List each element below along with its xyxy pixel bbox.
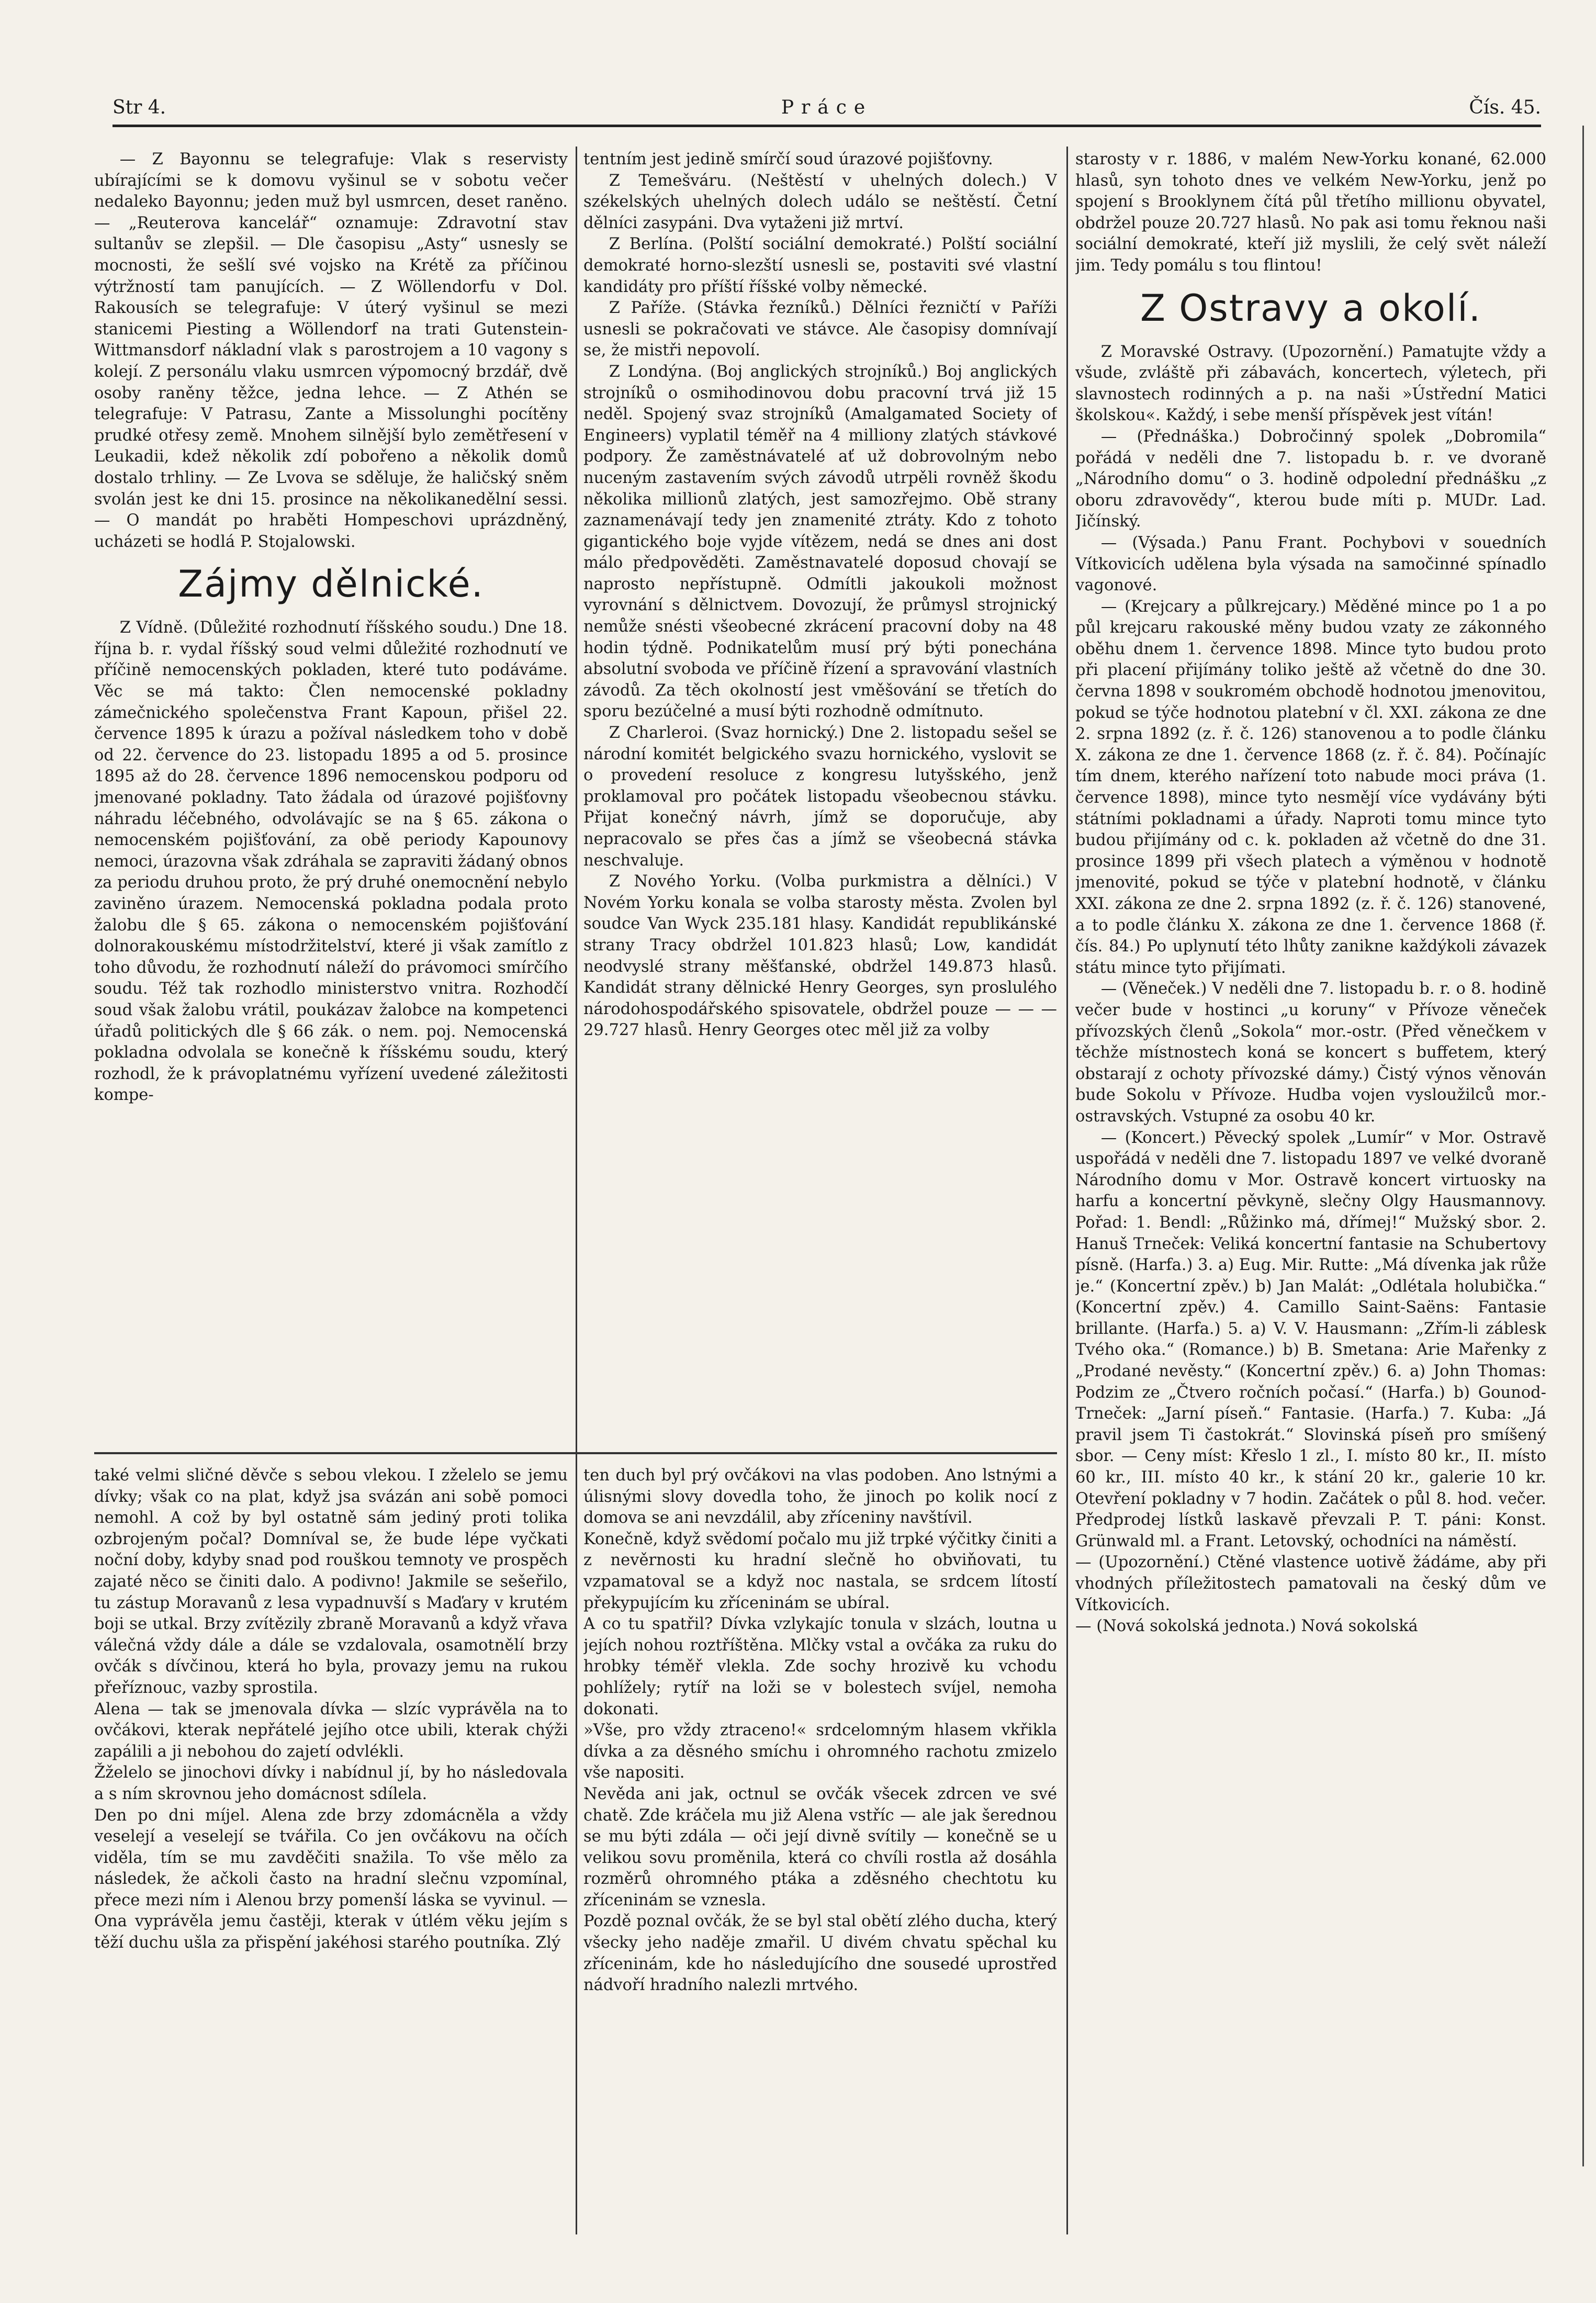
column-divider-2	[1066, 147, 1068, 2234]
article-charleroi: Z Charleroi. (Svaz hornický.) Dne 2. listopadu sešel se národní komitét belgického svazu hornického, vyslovit se o provedení resoluce z kongresu lutyšského, jenž proklamoval pro počátek listopadu všeobecnou stávku. Přijat konečný návrh, jímž se doporučuje, aby nepracovalo se přes čas a jímž se všeobecná stávka neschvaluje.	[583, 724, 1057, 870]
section-heading-zajmy: Zájmy dělnické.	[178, 563, 484, 606]
article-berlin: Z Berlína. (Polští sociální demokraté.) Polští sociální demokraté horno-slezští usnesli se, postaviti své vlastní kandidáty pro příští říšské volby německé.	[583, 235, 1057, 296]
article-pariz: Z Paříže. (Stávka řezníků.) Dělníci řezničtí v Paříži usnesli se pokračovati ve stávce. Ale časopisy domnívají se, že mistři nepovolí.	[583, 299, 1057, 360]
article-londyn: Z Londýna. (Boj anglických strojníků.) Boj anglických strojníků o osmihodinovou dobu pracovní trvá již 15 neděl. Spojený svaz strojníků (Amalgamated Society of Engineers) vyplatil téměř na 4 milliony zlatých stávkové podpory. Že zaměstnávatelé ať už dobrovolným nebo nuceným zastavením svých závodů utrpěli rovněž škodu několika millionů zlatých, jest samozřejmo. Obě strany zaznamenávají tedy jen znamenité ztráty. Kdo z tohoto gigantického boje vyjde vítězem, nedá se dnes ani dost málo předpověděti. Zaměstnavatelé doposud chovají se naprosto nepřístupně. Odmítli jakoukoli možnost vyrovnání s dělnictvem. Dovozují, že průmysl strojnický nemůže snésti všeobecné zkrácení pracovní doby na 48 hodin týdně. Podnikatelům musí prý býti ponechána absolutní svoboda ve příčině řízení a spravování vlastních závodů. Za těch okolností jest vměšování se třetích do sporu bezúčelné a musí býti rozhodně odmítnuto.	[583, 362, 1057, 721]
article-vidne: Z Vídně. (Důležité rozhodnutí říšského soudu.) Dne 18. října b. r. vydal říšský soud velmi důležité rozhodnutí ve příčině nemocenských pokladen, které tuto podáváme. Věc se má takto: Člen nemocenské pokladny zámečnického společenstva Frant Kapoun, přišel 22. července 1895 k úrazu a požíval následkem toho v době od 22. července do 23. listopadu 1895 a od 5. prosince 1895 až do 28. července 1896 nemocenskou podporu od jmenované pokladny. Tato žádala od úrazové pojišťovny náhradu léčebného, odvolávajíc se na § 65. zákona o nemocenském pojišťování, za obě periody Kapounovy nemoci, úrazovna však zdráhala se zapraviti žádaný obnos za periodu druhou proto, že prý druhé onemocnění nebylo zaviněno úrazem. Nemocenská pokladna podala proto žalobu dle § 65. zákona o nemocenském pojišťování dolnorakouskému místodržitelství, které ji však zamítlo z toho důvodu, že rozhodnutí náleží do právomoci smírčího soudu. Též tak rozhodlo ministerstvo vnitra. Rozhodčí soud však žalobu vrátil, poukázav žalobce na kompetenci úřadů politických dle § 66 zák. o nem. poj. Nemocenská pokladna odvolala se konečně k říšskému soudu, který rozhodl, že k právoplatnému vyřízení uvedené záležitosti kompe-	[94, 619, 568, 1105]
feuilleton-separator	[94, 1452, 1057, 1454]
article-continuation: tentním jest jedině smírčí soud úrazové pojišťovny.	[583, 150, 993, 168]
article-vysada: — (Výsada.) Panu Frant. Pochybovi v souedních Vítkovicích udělena byla výsada na samočinné spínadlo vagonové.	[1075, 533, 1546, 595]
column-2-bottom: ten duch byl prý ovčákovi na vlas podoben. Ano lstnými a úlisnými slovy dovedla toho, že jinoch po kolik nocí z domova se ani nevzdálil, aby zříceniny navštívil. Konečně, když svědomí počalo mu již trpké výčitky činiti a z nevěrnosti ku hradní slečně ho obviňovati, tu vzpamatoval se a když noc nastala, se srdcem lítostí překypujícím ku zříceninám se ubíral. A co tu spatřil? Dívka vzlykajíc tonula v slzách, loutna u jejích nohou roztříštěna. Mlčky vstal a ovčáka za ruku do hrobky téměř vlekla. Zde sochy hrozivě ku vchodu pohlížely; rytíř na loži se v bolestech svíjel, nemoha dokonati. »Vše, pro vždy ztraceno!« srdcelomným hlasem vkřikla dívka a za děsného smíchu i ohromného rachotu zmizelo vše napositi. Nevěda ani jak, octnul se ovčák všecek zdrcen ve své chatě. Zde kráčela mu již Alena vstříc — ale jak šerednou se mu býti zdála — oči její divně svítily — konečně se u velikou sovu proměnila, která co chvíli rostla až dosáhla rozměrů ohromného ptáka a zděsného chechtotu ku zříceninám se vznesla. Pozdě poznal ovčák, že se byl stal obětí zlého ducha, který všecky jeho naděje zmařil. U divém chvatu spěchal ku zříceninám, kde ho následujícího dne sousedé uprostřed nádvoří hradního nalezli mrtvého.	[583, 1466, 1057, 1995]
column-1-top	[94, 149, 568, 1442]
header-rule	[113, 125, 1541, 127]
adjacent-page-edge	[1575, 126, 1596, 2166]
column-2-top	[583, 149, 1057, 1442]
article-prednaska: — (Přednáška.) Dobročinný spolek „Dobromila“ pořádá v neděli dne 7. listopadu b. r. ve dvoraně „Národního domu“ o 3. hodině odpolední přednášku „z oboru zdravovědy“, kterou bude míti p. MUDr. Lad. Jičínský.	[1075, 427, 1546, 531]
article-koncert: — (Koncert.) Pěvecký spolek „Lumír“ v Mor. Ostravě uspořádá v neděli dne 7. listopadu 1897 ve velké dvoraně Národního domu v Mor. Ostravě koncert virtuosky na harfu a koncertní pěvkyně, slečny Olgy Hausmannovy. Pořad: 1. Bendl: „Růžinko má, dřímej!“ Mužský sbor. 2. Hanuš Trneček: Veliká koncertní fantasie na Schubertovy písně. (Harfa.) 3. a) Eug. Mir. Rutte: „Má dívenka jak růže je.“ (Koncertní zpěv.) b) Jan Malát: „Odlétala holubička.“ (Koncertní zpěv.) 4. Camillo Saint-Saëns: Fantasie brillante. (Harfa.) 5. a) V. V. Hausmann: „Zřím-li záblesk Tvého oka.“ (Romance.) b) B. Smetana: Arie Mařenky z „Prodané nevěsty.“ (Koncertní zpěv.) 6. a) John Thomas: Podzim ze „Čtvero ročních počasí.“ (Harfa.) b) Gounod-Trneček: „Jarní píseň.“ Fantasie. (Harfa.) 7. Kuba: „Já pravil jsem Ti častokrát.“ Slovinská píseň pro smíšený sbor. — Ceny míst: Křeslo 1 zl., I. místo 80 kr., II. místo 60 kr., III. místo 40 kr., k stání 20 kr., galerie 10 kr. Otevření pokladny v 7 hodin. Začátek o půl 8. hod. večer. Předprodej lístků laskavě převzali P. T. páni: Konst. Grünwald ml. a Frant. Letovský, ochodníci na náměstí. — (Upozornění.) Ctěné vlastence uotivě žádáme, aby při vhodných příležitostech pamatovali na český dům ve Vítkovicích. — (Nová sokolská jednota.) Nová sokolská	[1075, 1128, 1546, 1636]
article-newyork: Z Nového Yorku. (Volba purkmistra a dělníci.) V Novém Yorku konala se volba starosty města. Zvolen byl soudce Van Wyck 235.181 hlasy. Kandidát republikánské strany Tracy obdržel 101.823 hlasů; Low, kandidát neodvyslé strany měšťanské, obdržel 149.873 hlasů. Kandidát strany dělnické Henry Georges, syn proslulého národohospodářského spisovatele, obdržel pouze — — — 29.727 hlasů. Henry Georges otec měl již za volby	[583, 872, 1057, 1040]
article-krejcary: — (Krejcary a půlkrejcary.) Měděné mince po 1 a po půl krejcaru rakouské měny budou vzaty ze zákonného oběhu dnem 1. července 1898. Mince tyto budou proto při placení přijímány toliko ještě až včetně do dne 30. června 1898 v soukromém obchodě hodnotou jmenovitou, pokud se týče hodnotou platební v čl. XXI. zákona ze dne 2. srpna 1892 (z. ř. č. 126) stanovenou a to podle článku X. zákona ze dne 1. července 1868 (z. ř. č. 84). Počínajíc tím dnem, kterého nařízení toto nabude moci práva (1. července 1898), mince tyto nesmějí více vydávány býti státními pokladnami a úřady. Naproti tomu mince tyto budou přijímány od c. k. pokladen až včetně do dne 31. prosince 1899 při všech platech a výměnou v hodnotě jmenovité, pokud se týče v platební hodnotě, v článku XXI. zákona ze dne 2. srpna 1892 (z. ř. č. 126) stanovené, a to podle článku X. zákona ze dne 1. července 1868 (ř. čís. 84.) Po uplynutí této lhůty zanikne každýkoli závazek státu mince tyto přijímati.	[1075, 597, 1546, 977]
page-number: Str 4.	[113, 97, 166, 118]
article-upozorneni: Z Moravské Ostravy. (Upozornění.) Pamatujte vždy a všude, zvláště při zábavách, koncertech, výletech, při slavnostech rodinných a p. na naši »Ústřední Matici školskou«. Každý, i sebe menší příspěvek jest vítán!	[1075, 342, 1546, 425]
article-continuation: starosty v r. 1886, v malém New-Yorku konané, 62.000 hlasů, syn tohoto dnes ve velkém New-Yorku, jenž po spojení s Brooklynem čítá půl třetího millionu obyvatel, obdržel pouze 20.727 hlasů. No pak asi tomu řeknou naši sociální demokraté, kteří již myslili, že celý svět náleží jim. Tedy pomálu s tou flintou!	[1075, 150, 1546, 275]
article-temesvar: Z Temešváru. (Neštěstí v uhelných dolech.) V székelských uhelných dolech událo se neštěstí. Četní dělníci zasypáni. Dva vytaženi již mrtví.	[583, 171, 1057, 232]
news-paragraph: — Z Bayonnu se telegrafuje: Vlak s reservisty ubírajícími se k domovu vyšinul se v sobotu večer nedaleko Bayonnu; jeden muž byl usmrcen, deset raněno. — „Reuterova kancelář“ oznamuje: Zdravotní stav sultanův se zlepšil. — Dle časopisu „Asty“ usnesly se mocnosti, že sešlí své vojsko na Krétě za příčinou výtržností tam panujících. — Z Wöllendorfu v Dol. Rakousích se telegrafuje: V úterý vyšinul se mezi stanicemi Piesting a Wöllendorf na trati Gutenstein-Wittmansdorf nákladní vlak s parostrojem a 10 vagony s kolejí. Z personálu vlaku usmrcen výpomocný brzdář, dvě osoby raněny těžce, jedna lehce. — Z Athén se telegrafuje: V Patrasu, Zante a Missolunghi pocítěny prudké otřesy země. Mnohem silnější bylo zemětřesení v Leukadii, kdež několik zdí pobořeno a několik domů dostalo trhliny. — Ze Lvova se sděluje, že haličský sněm svolán jest ke dni 15. prosince na několikanedělní sessi. — O mandát po hraběti Hompeschovi uprázdněný, ucházeti se hodlá P. Stojalowski.	[94, 150, 568, 551]
column-3	[1075, 149, 1546, 2232]
column-divider-1	[576, 147, 577, 2234]
page-header	[113, 97, 1541, 128]
column-1-bottom: také velmi sličné děvče s sebou vlekou. I zželelo se jemu dívky; však co na plat, když jsa svázán ani sobě pomoci nemohl. A což by byl ostatně sám jediný proti tolika ozbrojeným počal? Domníval se, že bude lépe vyčkati noční doby, kdyby snad pod rouškou temnoty ve prospěch zajaté něco se činiti dalo. A podivno! Jakmile se sešeřilo, tu zástup Moravanů z lesa vypadnuvší s Maďary v krutém boji se utkal. Brzy zvítězily zbraně Moravanů a když vřava válečná vždy dále a dále se vzdalovala, osamotnělí brzy ovčák s dívčinou, která ho byla, provazy jemu na rukou přeříznouc, vazby sprostila. Alena — tak se jmenovala dívka — slzíc vyprávěla na to ovčákovi, kterak nepřátelé jejího otce ubili, kterak chýži zapálili a ji nebohou do zajetí odvlékli. Žželelo se jinochovi dívky i nabídnul jí, by ho následovala a s ním skrovnou jeho domácnost sdílela. Den po dni míjel. Alena zde brzy zdomácněla a vždy veselejí a veselejí se tvářila. Co jen ovčákovu na očích viděla, tím se mu zavděčiti snažila. To vše mělo za následek, že ačkoli často na hradní slečnu vzpomínal, přece mezi ním i Alenou brzy pomenší láska se vyvinul. — Ona vyprávěla jemu častěji, kterak v útlém věku jejím s těží duchu ušla za přispění jakéhosi starého poutníka. Zlý	[94, 1466, 568, 1952]
section-heading-ostrava: Z Ostravy a okolí.	[1140, 286, 1481, 330]
article-venecek: — (Věneček.) V neděli dne 7. listopadu b. r. o 8. hodině večer bude v hostinci „u koruny“ v Přívoze věneček přívozských členů „Sokola“ mor.-ostr. (Před věnečkem v těchže místnostech koná se koncert s buffetem, který obstarají z ochoty přívozské dámy.) Čistý výnos věnován bude Sokolu v Přívoze. Hudba vojen vysloužilců mor.-ostravských. Vstupné za osobu 40 kr.	[1075, 980, 1546, 1126]
newspaper-title: Práce	[781, 97, 873, 118]
issue-number: Čís. 45.	[1469, 97, 1541, 118]
